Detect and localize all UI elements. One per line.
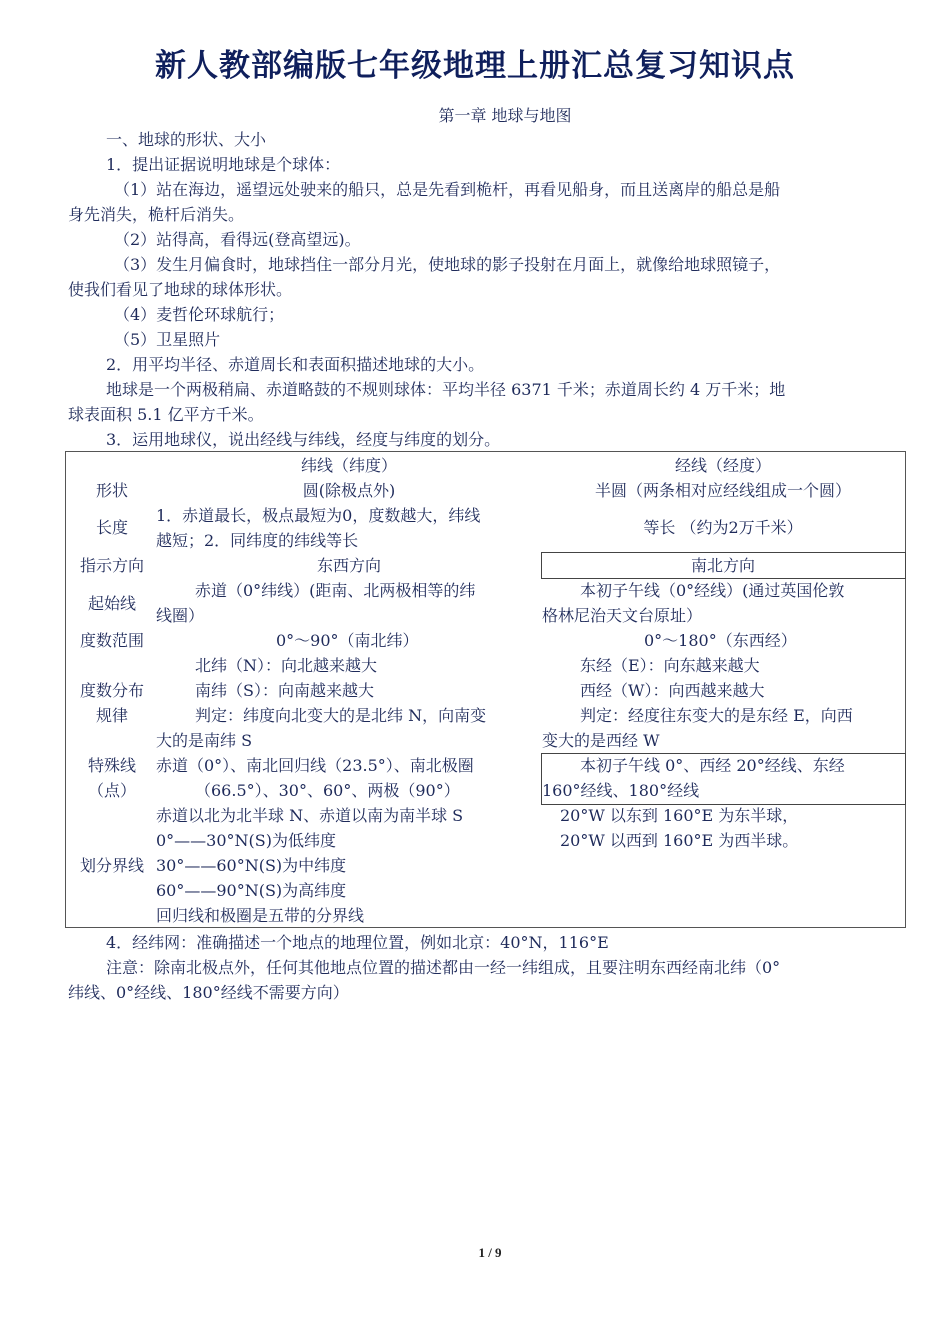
- shape-longitude: 半圆（两条相对应经线组成一个圆）: [594, 481, 851, 500]
- latitude-longitude-table: [65, 451, 906, 928]
- dist-latitude-line-4: 大的是南纬 S: [156, 731, 253, 750]
- divide-longitude-line-1: 20°W 以东到 160°E 为东半球，: [560, 806, 799, 825]
- section-heading: 一、地球的形状、大小: [106, 130, 267, 149]
- special-latitude-line-2: （66.5°）、30°、60°、两极（90°）: [195, 781, 460, 800]
- note-line-1: 注意：除南北极点外，任何其他地点位置的描述都由一经一纬组成，且要注明东西经南北纬（0°: [106, 958, 781, 977]
- row-label-shape: 形状: [95, 481, 128, 500]
- dist-latitude-line-2: 南纬（S）：向南越来越大: [195, 681, 374, 700]
- dist-longitude-line-3: 判定：经度往东变大的是东经 E，向西: [580, 706, 853, 725]
- header-latitude: 纬线（纬度）: [300, 456, 397, 475]
- page-number: 1 / 9: [478, 1245, 502, 1260]
- divide-latitude-line-2: 0°——30°N(S)为低纬度: [156, 831, 336, 850]
- row-label-distribution-1: 度数分布: [79, 681, 144, 700]
- divide-latitude-line-3: 30°——60°N(S)为中纬度: [156, 856, 347, 875]
- divide-longitude-line-2: 20°W 以西到 160°E 为西半球。: [560, 831, 799, 850]
- evidence-2: （2）站得高，看得远(登高望远)。: [114, 230, 361, 249]
- start-longitude-line-1: 本初子午线（0°经线）(通过英国伦敦: [580, 581, 845, 600]
- length-longitude: 等长 （约为2万千米）: [643, 518, 803, 537]
- row-label-direction: 指示方向: [79, 556, 144, 575]
- special-latitude-line-1: 赤道（0°）、南北回归线（23.5°）、南北极圈: [156, 756, 474, 775]
- question-2: 2．用平均半径、赤道周长和表面积描述地球的大小。: [106, 355, 485, 374]
- row-label-length: 长度: [95, 518, 128, 537]
- dist-latitude-line-3: 判定：纬度向北变大的是北纬 N，向南变: [195, 706, 487, 725]
- question-4: 4．经纬网：准确描述一个地点的地理位置，例如北京：40°N，116°E: [106, 933, 609, 952]
- question-1: 1．提出证据说明地球是个球体：: [106, 155, 341, 174]
- row-label-divide: 划分界线: [79, 856, 144, 875]
- row-label-start-line: 起始线: [87, 594, 136, 613]
- document-title: 新人教部编版七年级地理上册汇总复习知识点: [155, 48, 795, 84]
- row-label-special-1: 特殊线: [87, 756, 136, 775]
- special-longitude-line-2: 160°经线、180°经线: [542, 781, 700, 800]
- evidence-1-line-2: 身先消失，桅杆后消失。: [68, 205, 245, 224]
- question-3: 3．运用地球仪，说出经线与纬线，经度与纬度的划分。: [106, 430, 501, 449]
- chapter-heading: 第一章 地球与地图: [438, 106, 572, 125]
- start-latitude-line-2: 线圈）: [156, 606, 205, 625]
- note-line-2: 纬线、0°经线、180°经线不需要方向）: [68, 983, 349, 1002]
- start-longitude-line-2: 格林尼治天文台原址）: [542, 606, 703, 625]
- evidence-3-line-1: （3）发生月偏食时，地球挡住一部分月光，使地球的影子投射在月面上，就像给地球照镜子，: [114, 255, 781, 274]
- dist-longitude-line-1: 东经（E）：向东越来越大: [580, 656, 760, 675]
- direction-longitude: 南北方向: [690, 556, 755, 575]
- evidence-4: （4）麦哲伦环球航行；: [114, 305, 285, 324]
- row-label-special-2: （点）: [87, 781, 136, 800]
- shape-latitude: 圆(除极点外): [302, 481, 396, 500]
- divide-latitude-line-4: 60°——90°N(S)为高纬度: [156, 881, 347, 900]
- special-longitude-line-1: 本初子午线 0°、西经 20°经线、东经: [580, 756, 845, 775]
- divide-latitude-line-1: 赤道以北为北半球 N、赤道以南为南半球 S: [156, 806, 464, 825]
- length-latitude-line-2: 越短；2．同纬度的纬线等长: [156, 531, 359, 550]
- evidence-3-line-2: 使我们看见了地球的球体形状。: [68, 280, 293, 299]
- divide-latitude-line-5: 回归线和极圈是五带的分界线: [156, 906, 365, 925]
- evidence-5: （5）卫星照片: [114, 330, 221, 349]
- length-latitude-line-1: 1．赤道最长，极点最短为0，度数越大，纬线: [156, 506, 481, 525]
- dist-longitude-line-2: 西经（W）：向西越来越大: [580, 681, 765, 700]
- header-longitude: 经线（经度）: [674, 456, 771, 475]
- row-label-distribution-2: 规律: [95, 706, 128, 725]
- direction-latitude: 东西方向: [316, 556, 381, 575]
- range-longitude: 0°～180°（东西经）: [644, 631, 797, 650]
- earth-size-line-1: 地球是一个两极稍扁、赤道略鼓的不规则球体：平均半径 6371 千米；赤道周长约 4 万千米；地: [106, 380, 786, 399]
- dist-longitude-line-4: 变大的是西经 W: [542, 731, 660, 750]
- earth-size-line-2: 球表面积 5.1 亿平方千米。: [68, 405, 264, 424]
- dist-latitude-line-1: 北纬（N）：向北越来越大: [195, 656, 378, 675]
- start-latitude-line-1: 赤道（0°纬线）(距南、北两极相等的纬: [195, 581, 476, 600]
- evidence-1-line-1: （1）站在海边，遥望远处驶来的船只，总是先看到桅杆，再看见船身，而且送离岸的船总是船: [114, 180, 781, 199]
- row-label-range: 度数范围: [79, 631, 144, 650]
- range-latitude: 0°～90°（南北纬）: [276, 631, 419, 650]
